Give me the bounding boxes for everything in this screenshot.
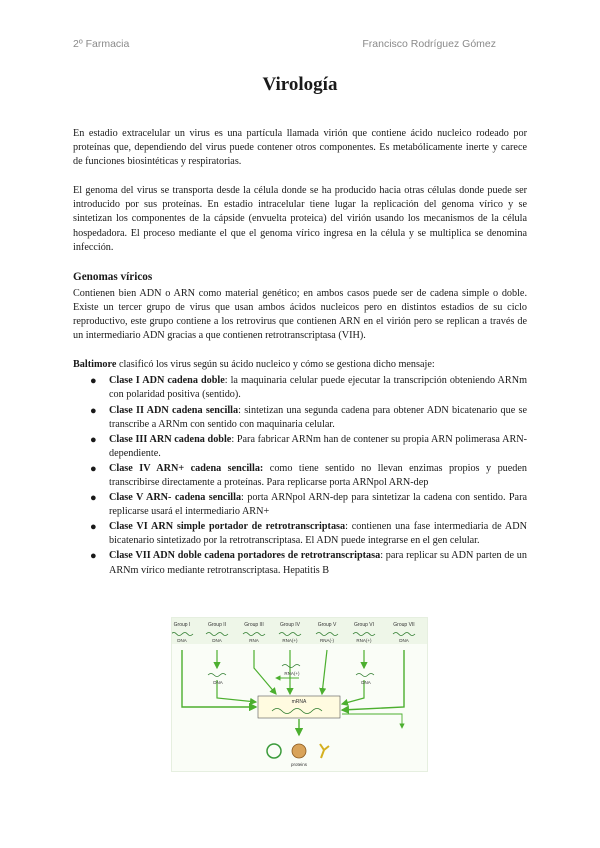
- class-name: Clase VI ARN simple portador de retrotranscriptasa: [109, 521, 346, 533]
- bullet-icon: ●: [90, 375, 97, 388]
- baltimore-text: clasificó los virus según su ácido nucleico y cómo se gestiona dicho mensaje:: [116, 359, 435, 371]
- group-label: Group V: [317, 622, 337, 628]
- intro-paragraph-2: El genoma del virus se transporta desde la célula donde se ha producido hacia otras células donde puede ser introducido por sus proteínas. En estadio intracelular tiene lugar la replicación del genoma vírico y se sintetizan los componentes de la cápside (envuelta proteica) del virión usando los mecanismos de la célula hospedadora. El proceso mediante el que el genoma vírico ingresa en la célula y se multiplica se denomina infección.: [73, 185, 527, 253]
- class-description: : la maquinaria celular puede ejecutar la transcripción obteniendo ARNm con polaridad positiva (sentido).: [109, 375, 527, 401]
- list-item: [73, 520, 527, 548]
- list-item: [73, 491, 527, 519]
- document-body: [73, 127, 527, 579]
- group-label: Group VII: [393, 622, 415, 628]
- section-heading: Genomas víricos: [73, 270, 153, 283]
- list-item: [73, 549, 527, 577]
- genome-type-label: RNA(+): [356, 638, 372, 643]
- list-item: [73, 404, 527, 432]
- mrna-label: mRNA: [291, 699, 307, 705]
- baltimore-intro: [73, 358, 527, 372]
- group-label: Group IV: [279, 622, 301, 628]
- class-description: : sintetizan una segunda cadena para obtener ADN bicatenario que se transcribe a ARNm con sentido con maquinaria celular.: [109, 404, 527, 430]
- baltimore-diagram-svg: [172, 618, 427, 771]
- intro-paragraph-1: En estadio extracelular un virus es una partícula llamada virión que contiene ácido nucleico rodeado por proteínas que, dependiendo del virus puede contener otros componentes. Es metabólicamente inerte y carece de funciones biosintéticas y respiratorias.: [73, 128, 527, 168]
- intermediate-label: DNA: [213, 680, 223, 685]
- class-name: Clase V ARN- cadena sencilla: [109, 492, 242, 504]
- class-name: Clase II ADN cadena sencilla: [109, 404, 239, 416]
- intermediate-strand: [356, 674, 374, 677]
- group-label: Group I: [173, 622, 191, 628]
- class-name: Clase I ADN cadena doble: [109, 375, 225, 387]
- list-item: [73, 462, 527, 490]
- genome-type-label: RNA(-): [320, 638, 334, 643]
- list-item: [73, 374, 527, 402]
- class-name: Clase IV ARN+ cadena sencilla:: [109, 462, 264, 474]
- baltimore-name: Baltimore: [73, 359, 117, 371]
- genomes-paragraph: Contienen bien ADN o ARN como material genético; en ambos casos puede ser de cadena simple o doble. Existe un tercer grupo de virus que usan ambos ácidos nucleicos pero en distintos estadios de su ciclo reproductivo, este grupo contiene a los retrovirus que contienen ARN en el virión pero se replican a través de un intermediario ADN gracias a que contienen retrotranscriptasa (VIH).: [73, 287, 527, 342]
- protein-icon: [292, 744, 306, 758]
- proteins-label: proteins: [290, 762, 308, 767]
- intermediate-strand: [282, 665, 300, 668]
- intermediate-label: DNA: [361, 680, 371, 685]
- group-label: Group III: [244, 622, 264, 628]
- header-course: 2º Farmacia: [73, 38, 130, 50]
- bullet-icon: ●: [90, 433, 97, 446]
- class-name: Clase VII ADN doble cadena portadores de retrotranscriptasa: [109, 550, 381, 562]
- baltimore-class-list: [73, 374, 527, 577]
- list-item: [73, 433, 527, 461]
- page-title: Virología: [262, 74, 338, 95]
- intermediate-strand: [208, 674, 226, 677]
- bullet-icon: ●: [90, 404, 97, 417]
- genome-type-label: RNA(+): [282, 638, 298, 643]
- genome-type-label: DNA: [399, 638, 409, 643]
- header-author: Francisco Rodríguez Gómez: [362, 38, 496, 50]
- class-description: : para replicar su ADN parten de un ARNm vírico mediante retrotranscriptasa. Hepatitis B: [109, 550, 527, 576]
- flow-arrow: [217, 680, 256, 702]
- genome-type-label: RNA: [249, 638, 259, 643]
- genome-type-label: DNA: [177, 638, 187, 643]
- genome-type-label: DNA: [212, 638, 222, 643]
- flow-arrow: [254, 650, 276, 694]
- protein-icon: [267, 744, 281, 758]
- class-description: : Para fabricar ARNm han de contener su propia ARN polimerasa ARN-dependiente.: [109, 433, 527, 459]
- flow-arrow: [322, 650, 327, 694]
- baltimore-diagram: [171, 617, 428, 772]
- class-description: : contienen una fase intermediaria de ADN bicatenario sintetizado por la retrotranscriptasa. El ADN puede integrarse en el gen celular.: [109, 521, 527, 547]
- class-description: : porta ARNpol ARN-dep para sintetizar la cadena con sentido. Para replicarse usará el intermediario ARN+: [109, 492, 527, 518]
- class-name: Clase III ARN cadena doble: [109, 433, 232, 445]
- bullet-icon: ●: [90, 462, 97, 475]
- group-label: Group VI: [353, 622, 375, 628]
- class-description: como tiene sentido no llevan enzimas propios y pueden transcribirse directamente a proteínas. Para replicarse porta ARNpol ARN-dep: [109, 462, 527, 488]
- group-label: Group II: [207, 622, 227, 628]
- bullet-icon: ●: [90, 492, 97, 505]
- flow-arrow: [342, 714, 402, 728]
- bullet-icon: ●: [90, 521, 97, 534]
- bullet-icon: ●: [90, 550, 97, 563]
- intermediate-label: RNA(+): [284, 671, 300, 676]
- protein-icon: [320, 744, 329, 758]
